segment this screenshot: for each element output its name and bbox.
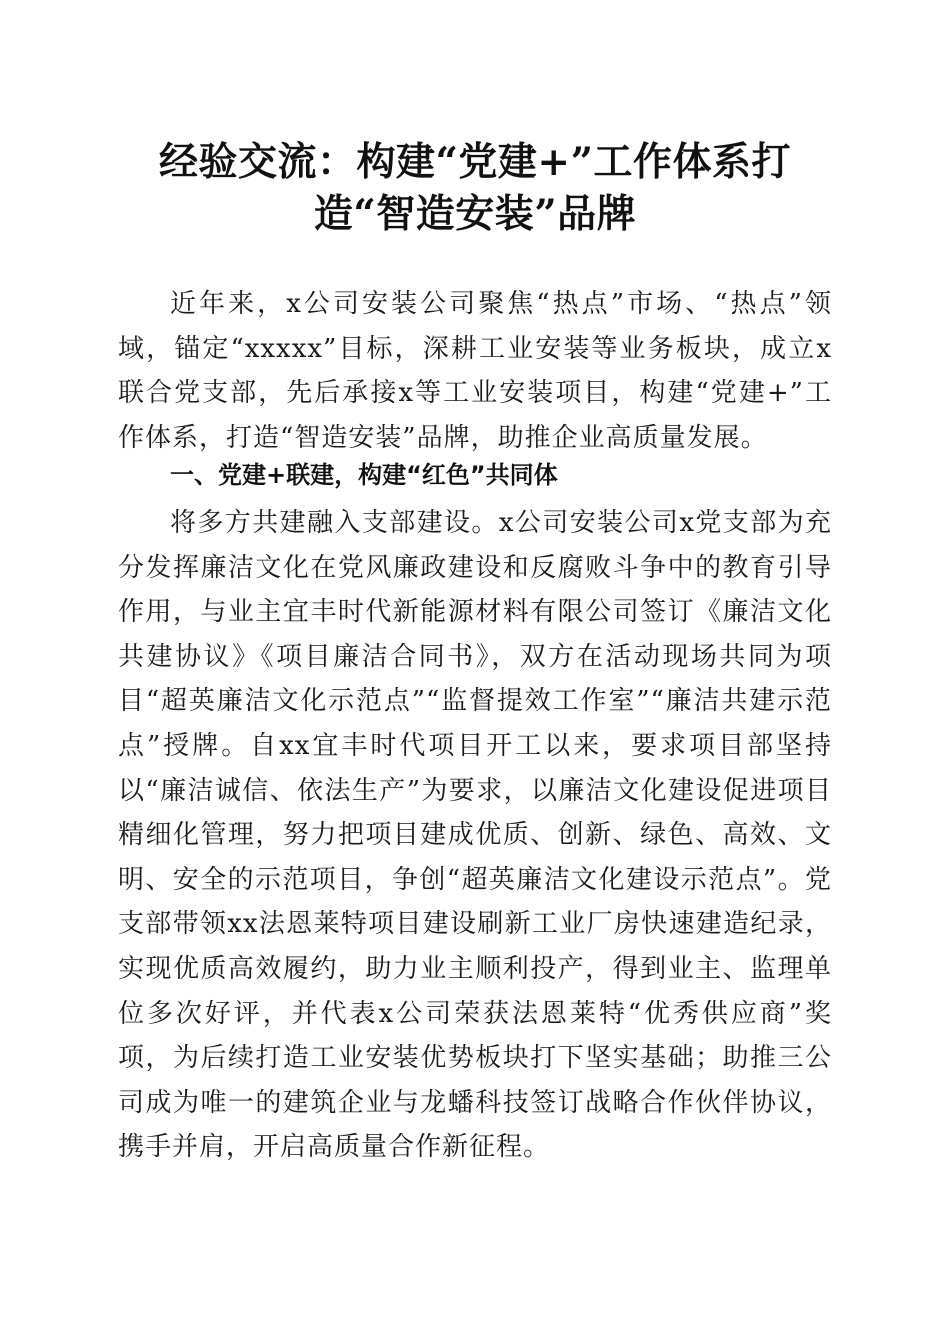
section-heading: 一、党建+联建，构建“红色”共同体	[170, 461, 558, 489]
document-title: 经验交流：构建“党建+”工作体系打造“智造安装”品牌	[158, 139, 792, 237]
section-paragraph: 将多方共建融入支部建设。x公司安装公司x党支部为充分发挥廉洁文化在党风廉政建设和反腐败斗争中的教育引导作用，与业主宜丰时代新能源材料有限公司签订《廉洁文化共建协议》《项目廉洁合同书》，双方在活动现场共同为项目“超英廉洁文化示范点”“监督提效工作室”“廉洁共建示范点”授牌。自xx宜丰时代项目开工以来，要求项目部坚持以“廉洁诚信、依法生产”为要求，以廉洁文化建设促进项目精细化管理，努力把项目建成优质、创新、绿色、高效、文明、安全的示范项目，争创“超英廉洁文化建设示范点”。党支部带领xx法恩莱特项目建设刷新工业厂房快速建造纪录，实现优质高效履约，助力业主顺利投产，得到业主、监理单位多次好评，并代表x公司荣获法恩莱特“优秀供应商”奖项，为后续打造工业安装优势板块打下坚实基础；助推三公司成为唯一的建筑企业与龙蟠科技签订战略合作伙伴协议，携手并肩，开启高质量合作新征程。	[118, 508, 832, 1163]
intro-paragraph: 近年来，x公司安装公司聚焦“热点”市场、“热点”领域，锚定“xxxxx”目标，深耕工业安装等业务板块，成立x联合党支部，先后承接x等工业安装项目，构建“党建+”工作体系，打造“智造安装”品牌，助推企业高质量发展。	[118, 289, 832, 453]
